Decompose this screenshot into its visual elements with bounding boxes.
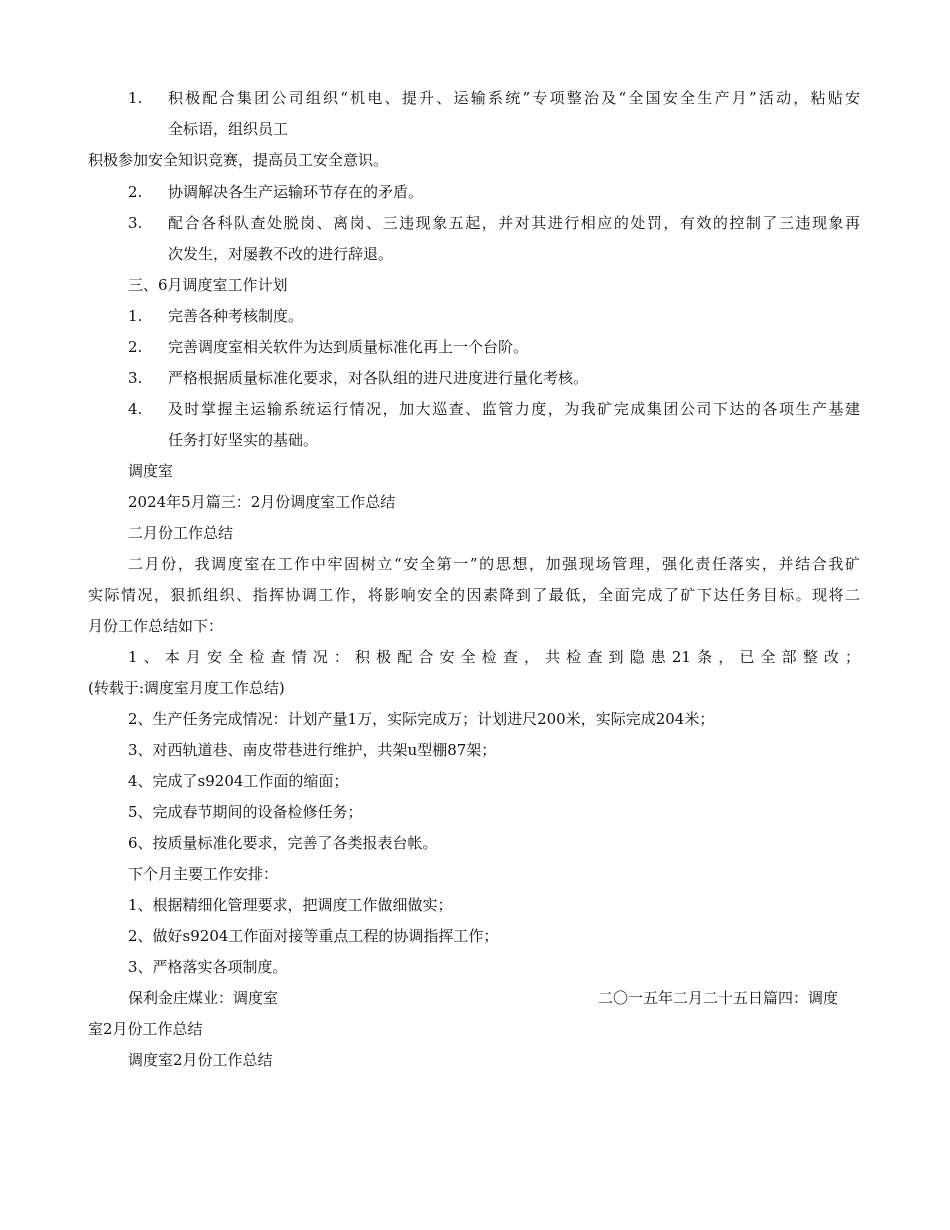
summary-item: 2、生产任务完成情况：计划产量1万，实际完成万；计划进尺200米，实际完成204米； [128, 710, 715, 728]
summary-item: 1、本月安全检查情况：积极配合安全检查，共检查到隐患21条，已全部整改； [128, 648, 860, 666]
signature-company: 保利金庄煤业：调度室 [128, 989, 279, 1007]
section-heading: 三、6月调度室工作计划 [128, 276, 288, 294]
list-item-text-cont: 全标语，组织员工 [168, 120, 289, 138]
paragraph-line: 月份工作总结如下： [88, 617, 224, 635]
summary-item-cont: (转载于:调度室月度工作总结) [88, 679, 285, 697]
section-title: 调度室2月份工作总结 [128, 1051, 273, 1069]
signature-dept: 调度室 [128, 462, 174, 480]
list-number: 3. [128, 214, 143, 232]
list-item-text-cont: 任务打好坚实的基础。 [168, 431, 319, 449]
summary-item: 4、完成了s9204工作面的缩面； [128, 772, 349, 790]
list-item-text: 严格根据质量标准化要求，对各队组的进尺进度进行量化考核。 [168, 369, 589, 387]
list-number: 1. [128, 89, 143, 107]
list-item-text: 配合各科队查处脱岗、离岗、三违现象五起，并对其进行相应的处罚，有效的控制了三违现象再 [168, 214, 860, 232]
paragraph-line: 室2月份工作总结 [88, 1020, 203, 1038]
paragraph-line: 二月份，我调度室在工作中牢固树立“安全第一”的思想，加强现场管理，强化责任落实，并结合我矿 [128, 555, 860, 573]
list-number: 2. [128, 338, 143, 356]
paragraph-line: 实际情况，狠抓组织、指挥协调工作，将影响安全的因素降到了最低，全面完成了矿下达任务目标。现将二 [88, 586, 860, 604]
list-number: 2. [128, 183, 143, 201]
paragraph-line: 积极参加安全知识竞赛，提高员工安全意识。 [88, 151, 389, 169]
list-item-text: 积极配合集团公司组织“机电、提升、运输系统”专项整治及“全国安全生产月”活动，粘贴安 [168, 89, 860, 107]
list-item-text-cont: 次发生，对屡教不改的进行辞退。 [168, 245, 394, 263]
list-item-text: 完善调度室相关软件为达到质量标准化再上一个台阶。 [168, 338, 529, 356]
list-number: 4. [128, 400, 143, 418]
signature-date: 二〇一五年二月二十五日篇四：调度 [598, 989, 839, 1007]
summary-item: 5、完成春节期间的设备检修任务； [128, 803, 363, 821]
plan-item: 1、根据精细化管理要求，把调度工作做细做实； [128, 896, 453, 914]
plan-item: 3、严格落实各项制度。 [128, 958, 288, 976]
plan-item: 2、做好s9204工作面对接等重点工程的协调指挥工作； [128, 927, 499, 945]
list-item-text: 协调解决各生产运输环节存在的矛盾。 [168, 183, 424, 201]
summary-item: 3、对西轨道巷、南皮带巷进行维护，共架u型棚87架； [128, 741, 497, 759]
list-number: 3. [128, 369, 143, 387]
date-title-line: 2024年5月篇三：2月份调度室工作总结 [128, 493, 396, 511]
list-item-text: 及时掌握主运输系统运行情况，加大巡查、监管力度，为我矿完成集团公司下达的各项生产基建 [168, 400, 860, 418]
next-month-heading: 下个月主要工作安排： [128, 865, 279, 883]
list-item-text: 完善各种考核制度。 [168, 307, 304, 325]
summary-title: 二月份工作总结 [128, 524, 234, 542]
summary-item: 6、按质量标准化要求，完善了各类报表台帐。 [128, 834, 438, 852]
list-number: 1. [128, 307, 143, 325]
